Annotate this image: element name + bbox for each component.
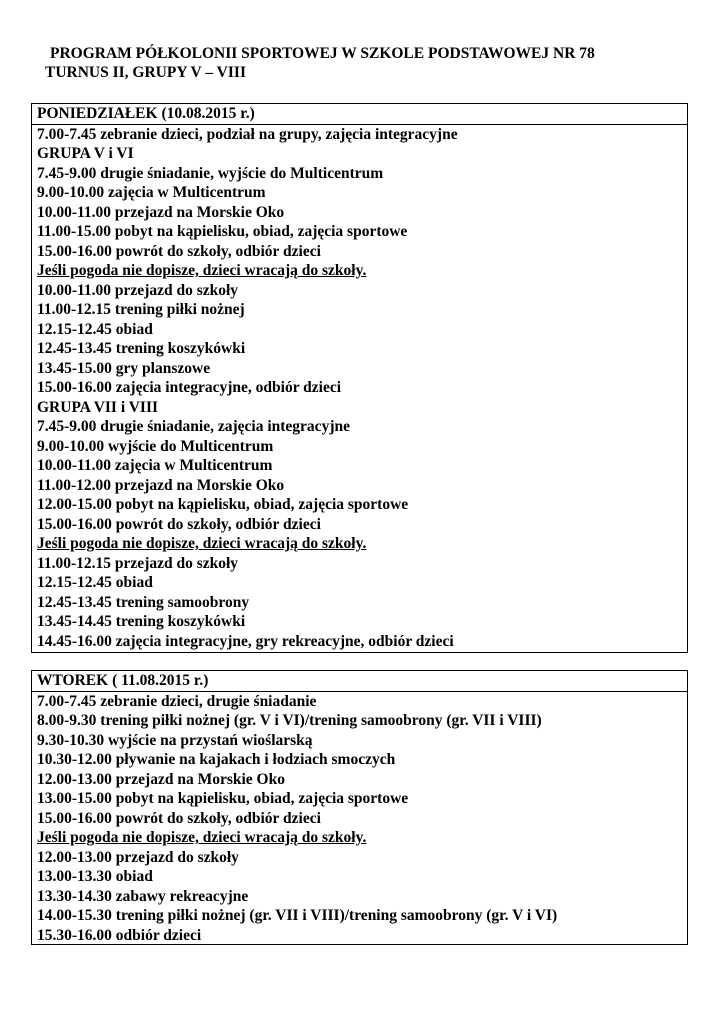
schedule-item: 12.15-12.45 obiad xyxy=(37,574,153,591)
schedule-item: 12.00-13.00 przejazd na Morskie Oko xyxy=(37,770,285,788)
schedule-item: 10.00-11.00 przejazd do szkoły xyxy=(37,281,239,299)
schedule-item: 7.45-9.00 drugie śniadanie, zajęcia integracyjne xyxy=(37,418,350,435)
day-box-tuesday xyxy=(31,670,688,945)
schedule-item: 7.00-7.45 zebranie dzieci, drugie śniadanie xyxy=(37,692,317,710)
schedule-item: 10.00-11.00 zajęcia w Multicentrum xyxy=(37,457,273,474)
schedule-item: 7.45-9.00 drugie śniadanie, wyjście do Multicentrum xyxy=(37,164,384,182)
title-line-1: PROGRAM PÓŁKOLONII SPORTOWEJ W SZKOLE PODSTAWOWEJ NR 78 xyxy=(50,45,595,62)
schedule-item: 9.30-10.30 wyjście na przystań wioślarską xyxy=(37,731,313,749)
schedule-item: 12.00-15.00 pobyt na kąpielisku, obiad, zajęcia sportowe xyxy=(37,496,409,513)
schedule-item: 10.30-12.00 pływanie na kajakach i łodziach smoczych xyxy=(37,751,396,768)
schedule-list xyxy=(32,692,687,946)
day-header: PONIEDZIAŁEK (10.08.2015 r.) xyxy=(32,104,687,125)
document-title xyxy=(45,44,595,82)
schedule-item: 15.00-16.00 powrót do szkoły, odbiór dzieci xyxy=(37,515,321,533)
schedule-item: 12.00-13.00 przejazd do szkoły xyxy=(37,848,239,866)
schedule-item: 11.00-15.00 pobyt na kąpielisku, obiad, zajęcia sportowe xyxy=(37,223,408,240)
schedule-item: 9.00-10.00 wyjście do Multicentrum xyxy=(37,437,274,455)
schedule-item: 7.00-7.45 zebranie dzieci, podział na grupy, zajęcia integracyjne xyxy=(37,125,458,143)
weather-note: Jeśli pogoda nie dopisze, dzieci wracają do szkoły. xyxy=(37,262,367,279)
schedule-item: 12.15-12.45 obiad xyxy=(37,320,153,338)
schedule-item: 11.00-12.15 przejazd do szkoły xyxy=(37,554,239,572)
schedule-item: 8.00-9.30 trening piłki nożnej (gr. V i VI)/trening samoobrony (gr. VII i VIII) xyxy=(37,712,542,729)
weather-note: Jeśli pogoda nie dopisze, dzieci wracają do szkoły. xyxy=(37,535,367,552)
schedule-item: 13.00-13.30 obiad xyxy=(37,868,153,885)
schedule-item: 13.30-14.30 zabawy rekreacyjne xyxy=(37,887,249,905)
schedule-item: 13.00-15.00 pobyt na kąpielisku, obiad, zajęcia sportowe xyxy=(37,790,409,807)
schedule-list xyxy=(32,125,687,652)
schedule-item: 11.00-12.15 trening piłki nożnej xyxy=(37,301,245,318)
schedule-item: 13.45-15.00 gry planszowe xyxy=(37,359,211,377)
day-box-monday xyxy=(31,103,688,653)
schedule-item: 13.45-14.45 trening koszykówki xyxy=(37,613,246,630)
schedule-item: 12.45-13.45 trening koszykówki xyxy=(37,340,246,357)
schedule-item: 10.00-11.00 przejazd na Morskie Oko xyxy=(37,203,285,221)
schedule-item: 15.00-16.00 zajęcia integracyjne, odbiór dzieci xyxy=(37,379,342,396)
schedule-item: 15.30-16.00 odbiór dzieci xyxy=(37,926,202,944)
schedule-item: GRUPA VII i VIII xyxy=(37,398,159,416)
schedule-item: 12.45-13.45 trening samoobrony xyxy=(37,593,250,611)
schedule-item: 15.00-16.00 powrót do szkoły, odbiór dzieci xyxy=(37,809,321,827)
schedule-item: GRUPA V i VI xyxy=(37,145,134,162)
title-line-2: TURNUS II, GRUPY V – VIII xyxy=(45,64,246,81)
schedule-item: 9.00-10.00 zajęcia w Multicentrum xyxy=(37,184,266,201)
schedule-item: 15.00-16.00 powrót do szkoły, odbiór dzieci xyxy=(37,242,321,260)
day-header: WTOREK ( 11.08.2015 r.) xyxy=(32,671,687,692)
weather-note: Jeśli pogoda nie dopisze, dzieci wracają do szkoły. xyxy=(37,829,367,846)
schedule-item: 14.45-16.00 zajęcia integracyjne, gry rekreacyjne, odbiór dzieci xyxy=(37,632,454,650)
schedule-item: 11.00-12.00 przejazd na Morskie Oko xyxy=(37,476,285,494)
schedule-item: 14.00-15.30 trening piłki nożnej (gr. VII i VIII)/trening samoobrony (gr. V i VI) xyxy=(37,907,558,924)
